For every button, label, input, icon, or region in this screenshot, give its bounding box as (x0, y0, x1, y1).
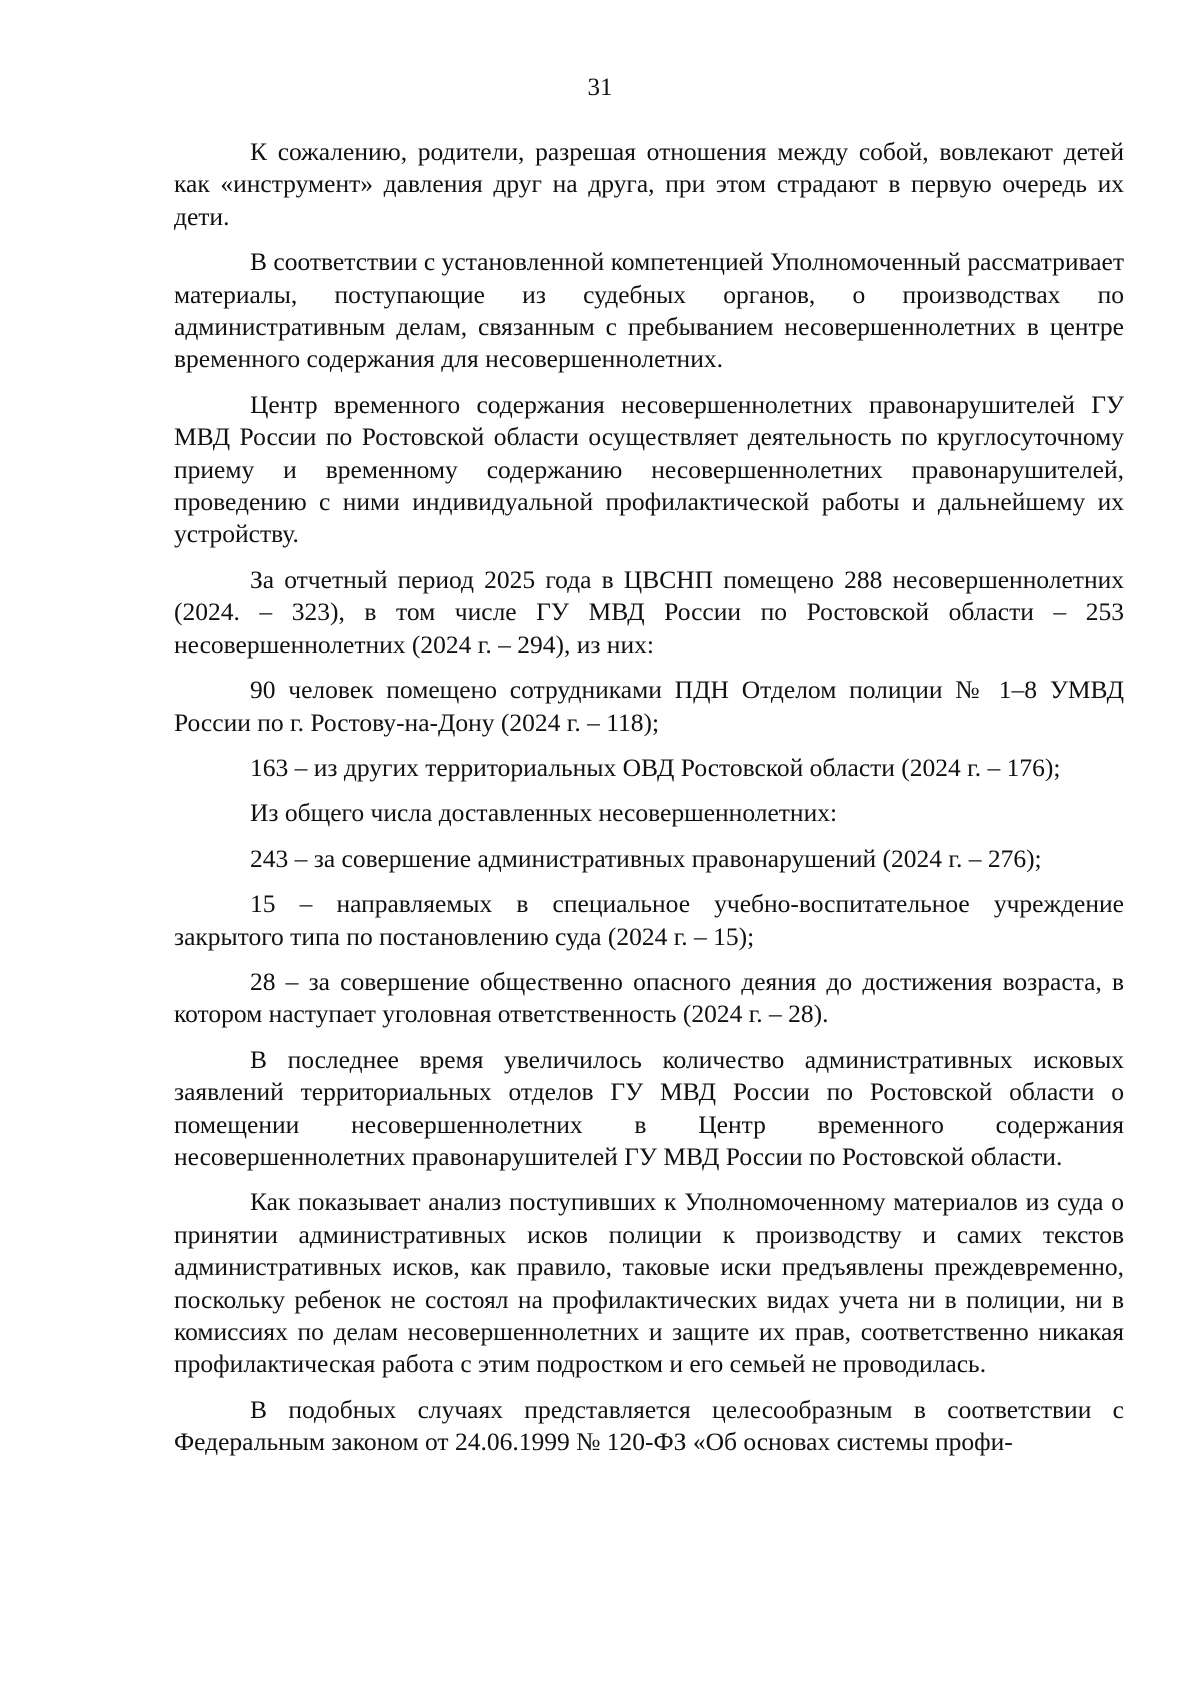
paragraph: Из общего числа доставленных несовершеннолетних: (250, 798, 838, 828)
paragraph: 163 – из других территориальных ОВД Ростовской области (2024 г. – 176); (250, 752, 1061, 782)
paragraph: В последнее время увеличилось количество административных исковых заявлений территориальных отделов ГУ МВД России по Ростовской области о помещении несовершеннолетних в Центр временного содержания несовершеннолетних правонарушителей ГУ МВД России по Ростовской области. (174, 1044, 1124, 1171)
paragraph: 15 – направляемых в специальное учебно-воспитательное учреждение закрытого типа по постановлению суда (2024 г. – 15); (174, 889, 1124, 951)
paragraph: 28 – за совершение общественно опасного деяния до достижения возраста, в котором наступает уголовная ответственность (2024 г. – 28). (174, 966, 1124, 1029)
paragraph: Как показывает анализ поступивших к Уполномоченному материалов из суда о принятии административных исков полиции к производству и самих текстов административных исков, как правило, таковые иски предъявлены преждевременно, поскольку ребенок не состоял на профилактических видах учета ни в полиции, ни в комиссиях по делам несовершеннолетних и защите их прав, соответственно никакая профилактическая работа с этим подростком и его семьей не проводилась. (174, 1187, 1124, 1379)
paragraph: 90 человек помещено сотрудниками ПДН Отделом полиции № 1–8 УМВД России по г. Ростову-на-Дону (2024 г. – 118); (174, 675, 1124, 737)
paragraph: В подобных случаях представляется целесообразным в соответствии с Федеральным законом от 24.06.1999 № 120-ФЗ «Об основах системы профи- (174, 1394, 1124, 1457)
document-body (174, 136, 1124, 1459)
paragraph: За отчетный период 2025 года в ЦВСНП помещено 288 несовершеннолетних (2024. – 323), в том числе ГУ МВД России по Ростовской области – 253 несовершеннолетних (2024 г. – 294), из них: (174, 564, 1124, 659)
paragraph: К сожалению, родители, разрешая отношения между собой, вовлекают детей как «инструмент» давления друг на друга, при этом страдают в первую очередь их дети. (174, 137, 1124, 231)
paragraph: Центр временного содержания несовершеннолетних правонарушителей ГУ МВД России по Ростовской области осуществляет деятельность по круглосуточному приему и временному содержанию несовершеннолетних правонарушителей, проведению с ними индивидуальной профилактической работы и дальнейшему их устройству. (174, 389, 1124, 549)
paragraph: В соответствии с установленной компетенцией Уполномоченный рассматривает материалы, поступающие из судебных органов, о производствах по административным делам, связанным с пребыванием несовершеннолетних в центре временного содержания для несовершеннолетних. (174, 247, 1124, 374)
page-number: 31 (587, 74, 613, 101)
paragraph: 243 – за совершение административных правонарушений (2024 г. – 276); (250, 843, 1042, 873)
